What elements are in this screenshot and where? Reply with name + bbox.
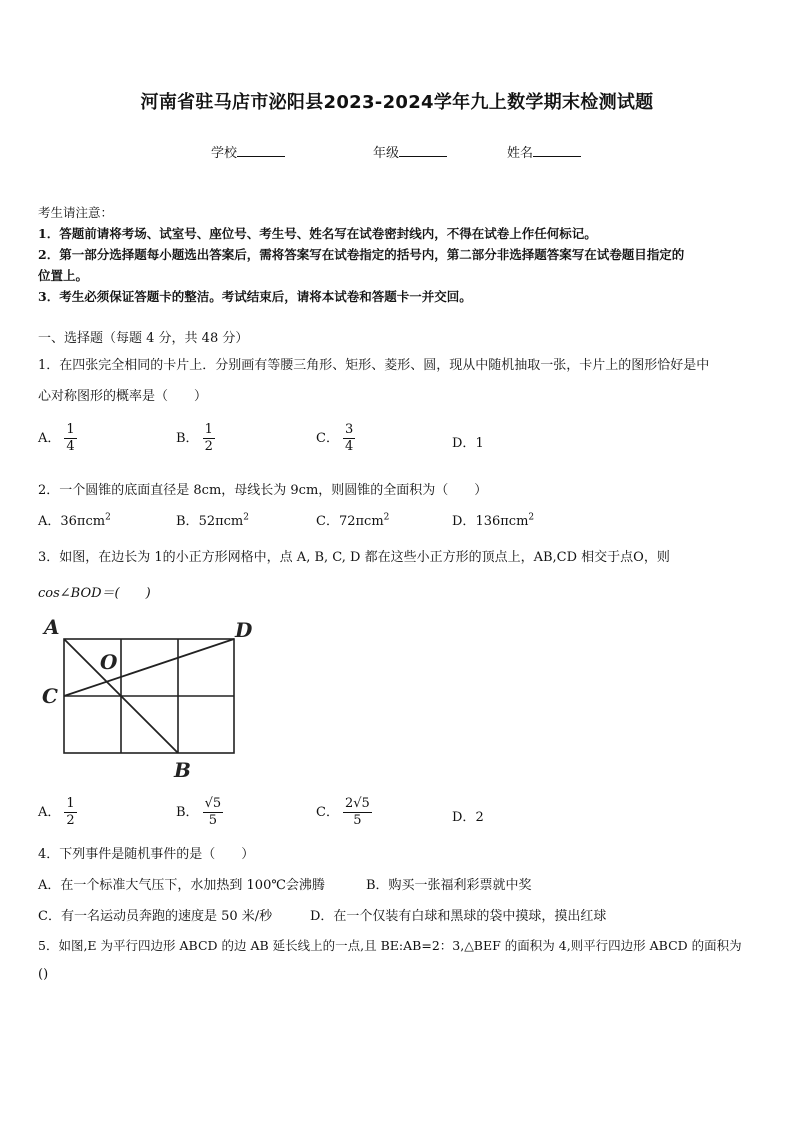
- option-value: 2: [475, 810, 484, 825]
- numerator: 1: [66, 422, 75, 437]
- page-title: 河南省驻马店市泌阳县2023-2024学年九上数学期末检测试题: [140, 92, 654, 113]
- option-value: 136πcm: [475, 514, 529, 529]
- numerator: 3: [344, 422, 354, 437]
- school-blank[interactable]: [237, 144, 285, 157]
- label-o: O: [100, 650, 118, 674]
- denominator: 2: [66, 813, 75, 828]
- q4-option-c[interactable]: C．有一名运动员奔跑的速度是 50 米/秒: [38, 909, 273, 924]
- option-value: 72πcm: [338, 514, 384, 529]
- numerator: 2√5: [344, 796, 370, 811]
- question-4-text: 4．下列事件是随机事件的是（ ）: [38, 847, 255, 862]
- option-label: B．: [176, 514, 199, 529]
- option-label: B．: [176, 431, 199, 446]
- option-label: B．: [176, 805, 199, 820]
- note-item: 1．答题前请将考场、试室号、座位号、考生号、姓名写在试卷密封线内，不得在试卷上作任何标记。: [38, 226, 597, 241]
- grid-lines: [64, 639, 234, 753]
- fraction: [203, 796, 224, 829]
- q4-option-a[interactable]: A．在一个标准大气压下，水加热到 100℃会沸腾: [38, 878, 325, 893]
- exponent: 2: [528, 512, 535, 523]
- name-blank[interactable]: [533, 144, 581, 157]
- note-item: 位置上。: [38, 268, 89, 283]
- q4-option-b[interactable]: B．购买一张福利彩票就中奖: [366, 878, 532, 893]
- option-label: A．: [38, 431, 61, 446]
- school-label: 学校: [211, 146, 238, 161]
- fraction: [343, 422, 355, 455]
- q1-option-b[interactable]: [176, 422, 215, 455]
- exponent: 2: [383, 512, 390, 523]
- q1-option-c[interactable]: [316, 422, 355, 455]
- fraction: [64, 422, 76, 455]
- q2-option-d[interactable]: [452, 510, 534, 529]
- numerator: 1: [204, 422, 213, 437]
- q4-option-d[interactable]: D．在一个仅装有白球和黑球的袋中摸球，摸出红球: [310, 909, 607, 924]
- denominator: 5: [353, 813, 362, 828]
- question-5-text-2: (): [38, 967, 49, 982]
- option-label: C．: [316, 514, 339, 529]
- option-label: A．: [38, 514, 61, 529]
- q1-option-d[interactable]: [452, 432, 484, 451]
- grade-label: 年级: [373, 146, 400, 161]
- notes-heading: 考生请注意：: [38, 205, 114, 220]
- exponent: 2: [105, 512, 111, 523]
- fraction: [64, 796, 76, 829]
- question-2-text: 2．一个圆锥的底面直径是 8cm，母线长为 9cm，则圆锥的全面积为（ ）: [38, 483, 488, 498]
- label-c: C: [42, 684, 58, 708]
- question-3-text-2: cos∠BOD＝( ): [38, 586, 151, 601]
- denominator: 4: [344, 439, 354, 454]
- section-heading: 一、选择题（每题 4 分，共 48 分）: [38, 331, 249, 346]
- question-1-text-2: 心对称图形的概率是（ ）: [38, 389, 208, 404]
- denominator: 5: [208, 813, 217, 828]
- note-item: 3．考生必须保证答题卡的整洁。考试结束后，请将本试卷和答题卡一并交回。: [38, 289, 472, 304]
- q2-option-b[interactable]: [176, 510, 249, 529]
- q3-option-b[interactable]: [176, 796, 223, 829]
- numerator: 1: [66, 796, 75, 811]
- q2-option-c[interactable]: [316, 510, 389, 529]
- fraction: [203, 422, 215, 455]
- note-item: 2．第一部分选择题每小题选出答案后，需将答案写在试卷指定的括号内，第二部分非选择题答案写在试卷题目指定的: [38, 247, 685, 262]
- option-label: C．: [316, 431, 339, 446]
- name-label: 姓名: [507, 146, 534, 161]
- grade-blank[interactable]: [399, 144, 447, 157]
- denominator: 2: [204, 439, 213, 454]
- numerator: √5: [204, 796, 222, 811]
- question-5-text: 5．如图,E 为平行四边形 ABCD 的边 AB 延长线上的一点,且 BE:AB=2：3,△BEF 的面积为 4,则平行四边形 ABCD 的面积为: [38, 938, 742, 953]
- grade-field[interactable]: [373, 142, 447, 161]
- q1-option-a[interactable]: [38, 422, 77, 455]
- option-label: C．: [316, 805, 339, 820]
- q3-option-d[interactable]: [452, 806, 484, 825]
- label-b: B: [174, 758, 191, 782]
- label-d: D: [235, 618, 253, 642]
- option-label: D．: [452, 436, 476, 451]
- q3-option-c[interactable]: [316, 796, 372, 829]
- question-3-text: 3．如图，在边长为 1的小正方形网格中，点 A, B, C, D 都在这些小正方形的顶点上，AB,CD 相交于点O，则: [38, 550, 670, 565]
- option-label: D．: [452, 514, 476, 529]
- q2-option-a[interactable]: [38, 510, 111, 529]
- option-value: 1: [475, 436, 484, 451]
- denominator: 4: [66, 439, 75, 454]
- label-a: A: [44, 615, 60, 639]
- option-label: A．: [38, 805, 61, 820]
- name-field[interactable]: [507, 142, 581, 161]
- fraction: [343, 796, 372, 829]
- grid-figure: [38, 612, 268, 787]
- option-label: D．: [452, 810, 476, 825]
- option-value: 52πcm: [198, 514, 244, 529]
- exponent: 2: [243, 512, 249, 523]
- segment-cd: [64, 639, 234, 696]
- option-value: 36πcm: [60, 514, 106, 529]
- school-field[interactable]: [211, 142, 285, 161]
- q3-option-a[interactable]: [38, 796, 77, 829]
- question-1-text: 1．在四张完全相同的卡片上．分别画有等腰三角形、矩形、菱形、圆，现从中随机抽取一张，卡片上的图形恰好是中: [38, 358, 710, 373]
